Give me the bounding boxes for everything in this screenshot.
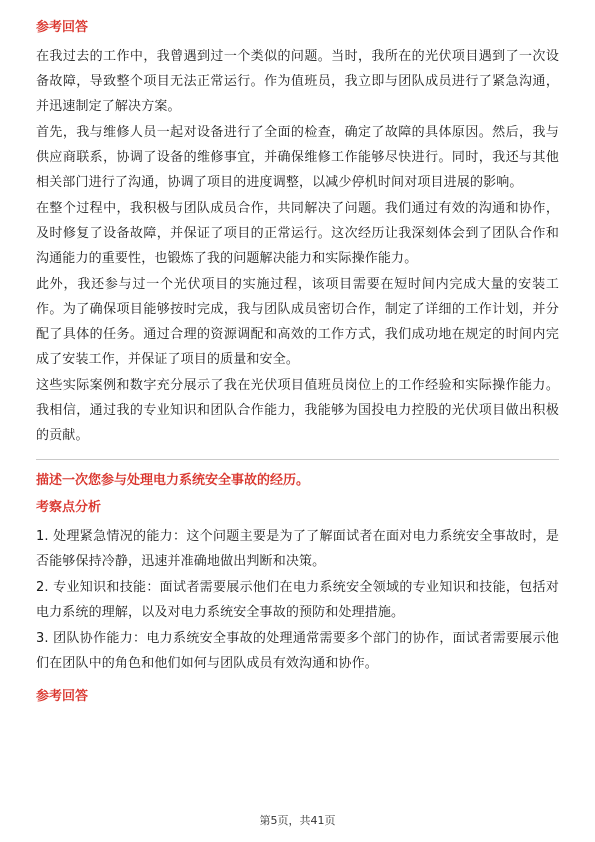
answer-paragraph: 在我过去的工作中，我曾遇到过一个类似的问题。当时，我所在的光伏项目遇到了一次设备故障，导致整个项目无法正常运行。作为值班员，我立即与团队成员进行了紧急沟通，并迅速制定了解决方案。 <box>36 49 559 114</box>
analysis-point: 2. 专业知识和技能：面试者需要展示他们在电力系统安全领域的专业知识和技能，包括对电力系统的理解，以及对电力系统安全事故的预防和处理措施。 <box>36 580 559 620</box>
spacer <box>36 677 559 687</box>
answer-paragraph: 首先，我与维修人员一起对设备进行了全面的检查，确定了故障的具体原因。然后，我与供应商联系，协调了设备的维修事宜，并确保维修工作能够尽快进行。同时，我还与其他相关部门进行了沟通，协调了项目的进度调整，以减少停机时间对项目进展的影响。 <box>36 125 559 190</box>
answer-paragraph: 这些实际案例和数字充分展示了我在光伏项目值班员岗位上的工作经验和实际操作能力。我相信，通过我的专业知识和团队合作能力，我能够为国投电力控股的光伏项目做出积极的贡献。 <box>36 378 559 443</box>
document-page <box>36 18 559 713</box>
answer-paragraph: 在整个过程中，我积极与团队成员合作，共同解决了问题。我们通过有效的沟通和协作，及时修复了设备故障，并保证了项目的正常运行。这次经历让我深刻体会到了团队合作和沟通能力的重要性，也锻炼了我的问题解决能力和实际操作能力。 <box>36 201 559 266</box>
page-number: 第5页，共41页 <box>259 814 336 827</box>
section-divider <box>36 459 559 460</box>
section-heading-reference-answer: 参考回答 <box>36 20 89 35</box>
answer-paragraph: 此外，我还参与过一个光伏项目的实施过程，该项目需要在短时间内完成大量的安装工作。为了确保项目能够按时完成，我与团队成员密切合作，制定了详细的工作计划，并分配了具体的任务。通过合理的资源调配和高效的工作方式，我们成功地在规定的时间内完成了安装工作，并保证了项目的质量和安全。 <box>36 277 559 367</box>
analysis-point: 1. 处理紧急情况的能力：这个问题主要是为了了解面试者在面对电力系统安全事故时，是否能够保持冷静，迅速并准确地做出判断和决策。 <box>36 529 559 569</box>
section-heading-reference-answer-2: 参考回答 <box>36 689 89 704</box>
interview-question: 描述一次您参与处理电力系统安全事故的经历。 <box>36 473 310 488</box>
section-heading-analysis: 考察点分析 <box>36 500 102 515</box>
analysis-point: 3. 团队协作能力：电力系统安全事故的处理通常需要多个部门的协作，面试者需要展示他们在团队中的角色和他们如何与团队成员有效沟通和协作。 <box>36 631 559 671</box>
